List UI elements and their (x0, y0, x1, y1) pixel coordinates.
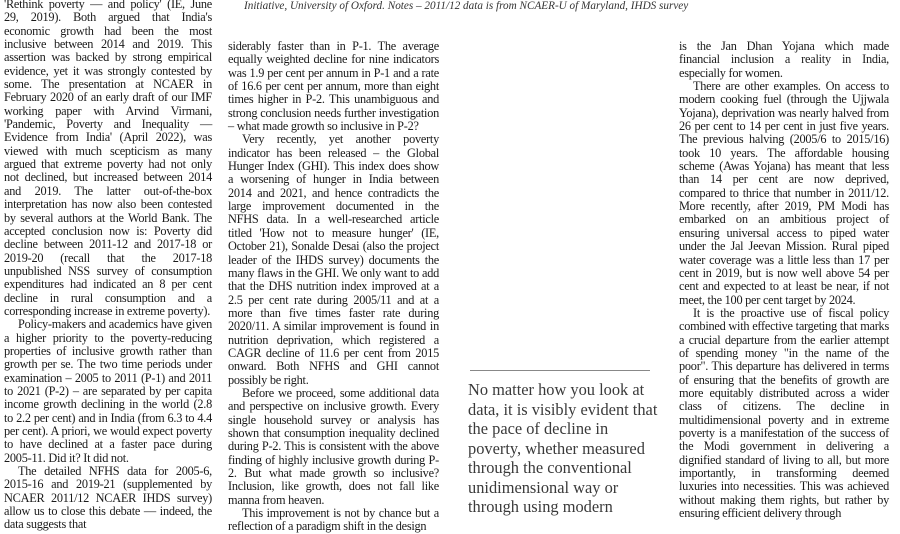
paragraph: Very recently, yet another poverty indicator has been released – the Global Hunger Index (GHI). This index does show a worsening of hunger in India between 2014 and 2021, and hence contradicts the large improvement documented in the NFHS data. In a well-researched article titled 'How not to measure hunger' (IE, October 21), Sonalde Desai (also the project leader of the IHDS survey) documents the many flaws in the GHI. We only want to add that the DHS nutrition index improved at a 2.5 per cent rate during 2005/11 and at a more than five times faster rate during 2020/11. A similar improvement is found in nutrition deprivation, which registered a CAGR decline of 11.6 per cent from 2015 onward. Both NFHS and GHI cannot possibly be right. (228, 132, 439, 387)
paragraph: 'Rethink poverty — and policy' (IE, June 29, 2019). Both argued that India's economic growth had been the most inclusive between 2014 and 2019. This assertion was backed by strong empirical evidence, yet it was strongly contested by some. The presentation at NCAER in February 2020 of an early draft of our IMF working paper with Arvind Virmani, 'Pandemic, Poverty and Inequality — Evidence from India' (April 2022), was viewed with much scepticism as many argued that extreme poverty had not only not declined, but increased between 2014 and 2019. The latter out-of-the-box interpretation has now also been contested by several authors at the World Bank. The accepted conclusion now is: Poverty did decline between 2011-12 and 2017-18 or 2019-20 (recall that the 2017-18 unpublished NSS survey of consumption expenditures had indicated an 8 per cent decline in rural consumption and a corresponding increase in extreme poverty). (4, 0, 212, 318)
paragraph: is the Jan Dhan Yojana which made financial inclusion a reality in India, especially for women. (679, 39, 889, 80)
paragraph: Before we proceed, some additional data and perspective on inclusive growth. Every single household survey or analysis has shown that consumption inequality declined during P-2. This is consistent with the above finding of highly inclusive growth during P-2. But what made growth so inclusive? Inclusion, like growth, does not fall like manna from heaven. (228, 385, 439, 507)
paragraph: It is the proactive use of fiscal policy combined with effective targeting that marks a crucial departure from the earlier attempt of spending money "in the name of the poor". This departure has delivered in terms of ensuring that the benefits of growth are more equitably distributed across a wider class of citizens. The decline in multidimensional poverty and in extreme poverty is a manifestation of the success of the Modi government in delivering a dignified standard of living to all, but more importantly, in transforming deemed luxuries into necessities. This was achieved without making them rights, but rather by ensuring efficient delivery through (679, 305, 889, 521)
source-note: Initiative, University of Oxford. Notes – 2011/12 data is from NCAER-U of Maryland, IHDS survey (244, 0, 689, 12)
paragraph: The detailed NFHS data for 2005-6, 2015-16 and 2019-21 (supplemented by NCAER 2011/12 NCAER IHDS survey) allow us to close this debate — indeed, the data suggests that (4, 464, 212, 532)
pullquote: No matter how you look at data, it is visibly evident that the pace of decline in poverty, whether measured through the conventional unidimensional way or through using modern (468, 380, 658, 516)
paragraph: Policy-makers and academics have given a higher priority to the poverty-reducing properties of inclusive growth rather than growth per se. The two time periods under examination – 2005 to 2011 (P-1) and 2011 to 2021 (P-2) – are separated by per capita income growth declining in the world (2.8 to 2.2 per cent) and in India (from 6.3 to 4.4 per cent). A priori, we would expect poverty to have declined at a faster pace during 2005-11. Did it? It did not. (4, 317, 212, 465)
paragraph: siderably faster than in P-1. The average equally weighted decline for nine indicators was 1.9 per cent per annum in P-1 and a rate of 16.6 per cent per annum, more than eight times higher in P-2. This unambiguous and strong conclusion needs further investigation – what made growth so inclusive in P-2? (228, 39, 439, 134)
paragraph: This improvement is not by chance but a reflection of a paradigm shift in the design (228, 506, 439, 534)
paragraph: There are other examples. On access to modern cooking fuel (through the Ujjwala Yojana), deprivation was nearly halved from 26 per cent to 14 per cent in just five years. The previous halving (2005/6 to 2015/16) took 10 years. The affordable housing scheme (Awas Yojana) has meant that less than 14 per cent are now deprived, compared to thrice that number in 2011/12. More recently, after 2019, PM Modi has embarked on an ambitious project of ensuring universal access to piped water under the Jal Jeevan Mission. Rural piped water coverage was a little less than 17 per cent in 2019, but is now well above 54 per cent and expected to at least be near, if not meet, the 100 per cent target by 2024. (679, 79, 889, 307)
article-column-2 (228, 39, 439, 534)
pullquote-rule (470, 370, 650, 371)
article-column-1 (4, 0, 212, 532)
article-column-3 (679, 39, 889, 521)
